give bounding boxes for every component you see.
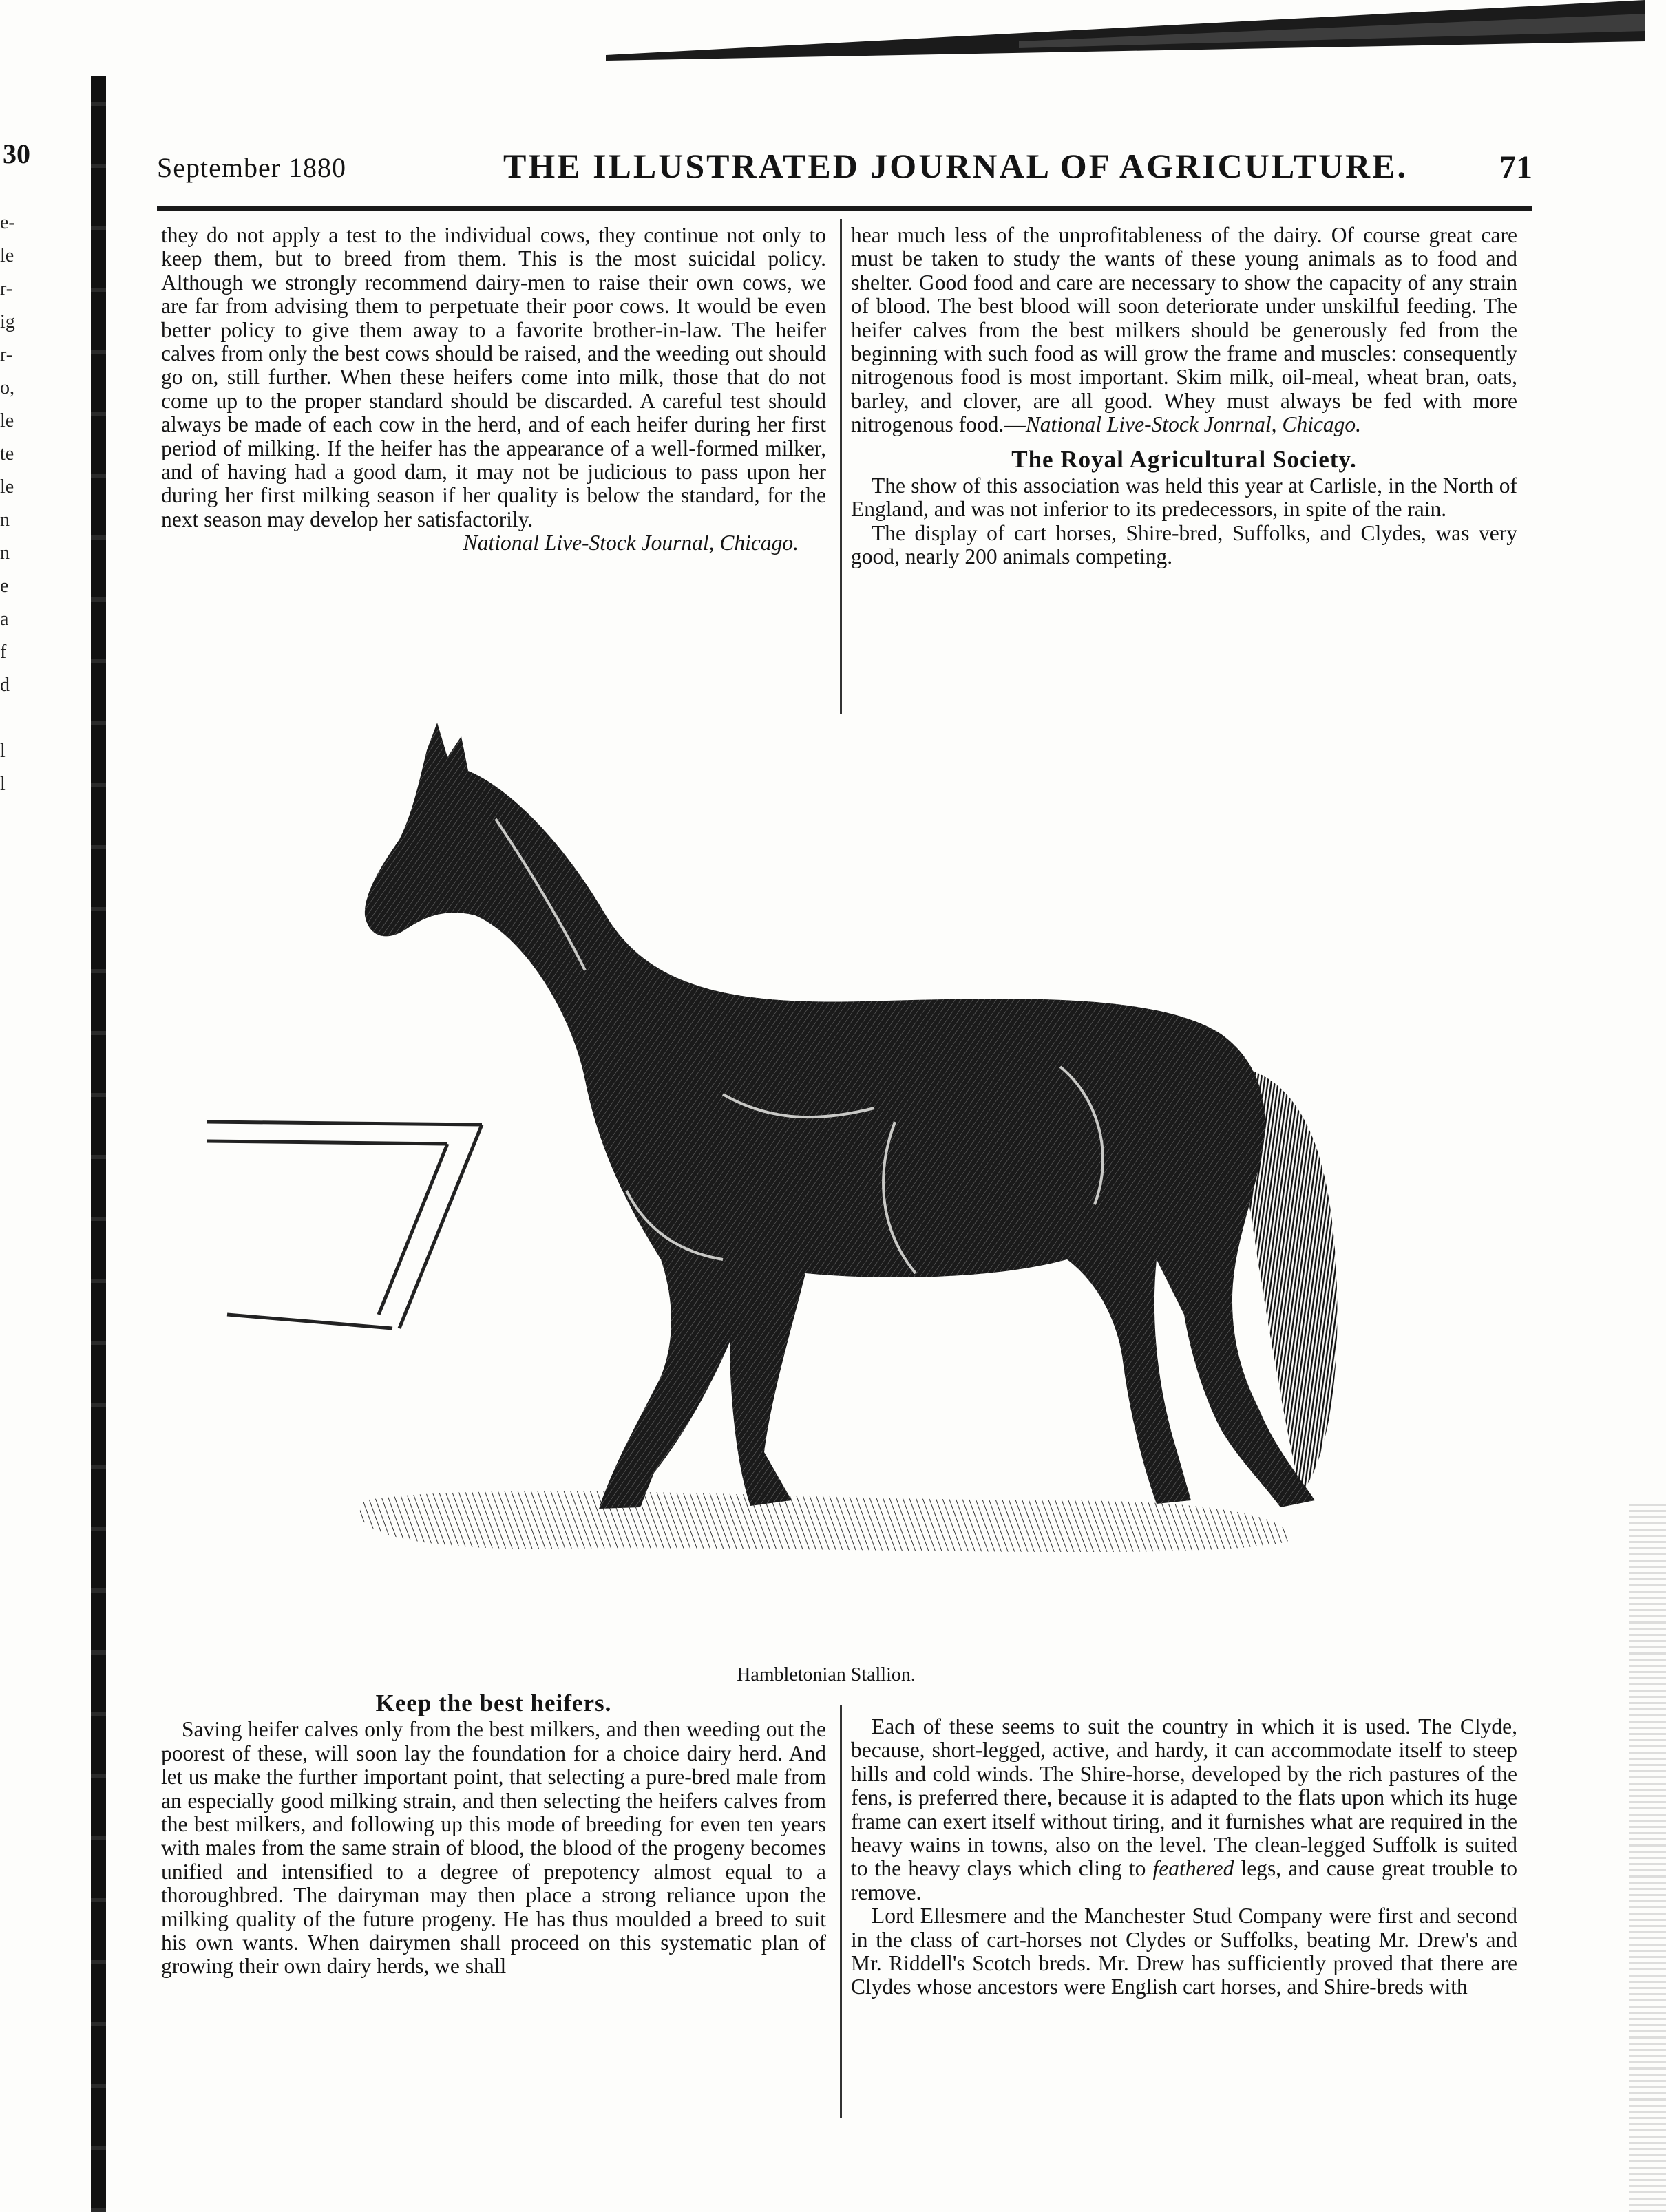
article-source: National Live-Stock Journal, Chicago. bbox=[463, 531, 799, 555]
illustration-caption: Hambletonian Stallion. bbox=[737, 1664, 916, 1685]
column-divider-top bbox=[840, 219, 842, 714]
scan-edge-speckle bbox=[1629, 1500, 1666, 2212]
issue-date: September 1880 bbox=[157, 152, 347, 183]
page-number: 71 bbox=[1499, 149, 1532, 186]
adjacent-page-number: 30 bbox=[3, 138, 30, 169]
page-header bbox=[157, 146, 1532, 194]
article-source: National Live-Stock Jonrnal, Chicago. bbox=[1025, 412, 1362, 437]
article-text: The display of cart horses, Shire-bred, Suffolks, and Clydes, was very good, nearly 200 animals competing. bbox=[851, 520, 1517, 569]
adjacent-page-fragments: e- le r- ig r- o, le te le n n e a f d l l bbox=[0, 212, 15, 795]
article-text: Lord Ellesmere and the Manchester Stud Company were first and second in the class of cart-horses not Clydes or Suffolks, beating Mr. Drew's and Mr. Riddell's Scotch breds. Mr. Drew has sufficiently proved that there are Clydes whose ancestors were English cart horses, and Shire-breds with bbox=[851, 1904, 1517, 1999]
journal-title: THE ILLUSTRATED JOURNAL OF AGRICULTURE. bbox=[503, 147, 1409, 185]
article-text: The show of this association was held this year at Carlisle, in the North of England, and was not inferior to its predecessors, in spite of the rain. bbox=[851, 474, 1517, 522]
scan-edge-bar bbox=[91, 76, 106, 2212]
section-heading: Keep the best heifers. bbox=[375, 1690, 612, 1716]
article-text: Each of these seems to suit the country in which it is used. The Clyde, because, short-legged, active, and hardy, it can accommodate itself to steep hills and cold winds. The Shire-horse, developed by the rich pastures of the fens, is preferred there, because it is adapted to the flats upon which its huge frame can exert itself without tiring, and it furnishes what are required in the heavy wains in towns, also on the level. The clean-legged Suffolk is suited to the heavy clays which cling to feathered legs, and cause great trouble to remove. bbox=[851, 1714, 1518, 1904]
bottom-right-column bbox=[851, 1715, 1517, 1999]
article-text: hear much less of the unprofitableness of the dairy. Of course great care must be taken to study the wants of these young animals as to food and shelter. Good food and care are necessary to show the capacity of any strain of blood. The best blood will soon deteriorate under unskilful feeding. The heifer calves from the best milkers should be generously fed from the beginning with such food as will grow the frame and muscles: consequently nitrogenous food is most important. Skim milk, oil-meal, wheat bran, oats, barley, and clover, are all good. Whey must always be fed with more nitrogenous food.—National Live-Stock Jonrnal, Chicago. bbox=[851, 223, 1517, 437]
horse-engraving bbox=[200, 709, 1453, 1666]
top-right-column bbox=[851, 224, 1517, 569]
column-divider-bottom bbox=[840, 1705, 842, 2118]
scan-smudge bbox=[606, 0, 1645, 63]
bottom-left-column bbox=[161, 1692, 826, 1979]
article-text: they do not apply a test to the individual cows, they continue not only to keep them, but to breed from them. This is the most suicidal policy. Although we strongly recommend dairy-men to raise their own cows, we are far from advising them to perpetuate their poor cows. It would be even better policy to give them away to a favorite brother-in-law. The heifer calves from only the best cows should be raised, and the weeding out should go on, still further. When these heifers come into milk, those that do not come up to the proper standard should be discarded. A careful test should always be made of each cow in the herd, and of each heifer during her first period of milking. If the heifer has the appearance of a well-formed milker, and of having had a good dam, it may not be judicious to pass upon her during her first milking season if her quality is below the standard, for the next season may develop her satisfactorily. bbox=[161, 223, 826, 531]
top-left-column bbox=[161, 224, 826, 555]
header-rule bbox=[157, 206, 1532, 211]
section-heading: The Royal Agricultural Society. bbox=[1011, 445, 1357, 473]
article-text: Saving heifer calves only from the best milkers, and then weeding out the poorest of these, will soon lay the foundation for a choice dairy herd. And let us make the further important point, that selecting a pure-bred male from an especially good milking strain, and then selecting the heifers calves from the best milkers, and following up this mode of breeding for even ten years with males from the same strain of blood, the blood of the progeny becomes unified and intensified to a degree of prepotency almost equal to a thoroughbred. The dairyman may then place a strong reliance upon the milking quality of the future progeny. He has thus moulded a breed to suit his own wants. When dairymen shall proceed on this systematic plan of growing their own dairy herds, we shall bbox=[161, 1717, 826, 1979]
